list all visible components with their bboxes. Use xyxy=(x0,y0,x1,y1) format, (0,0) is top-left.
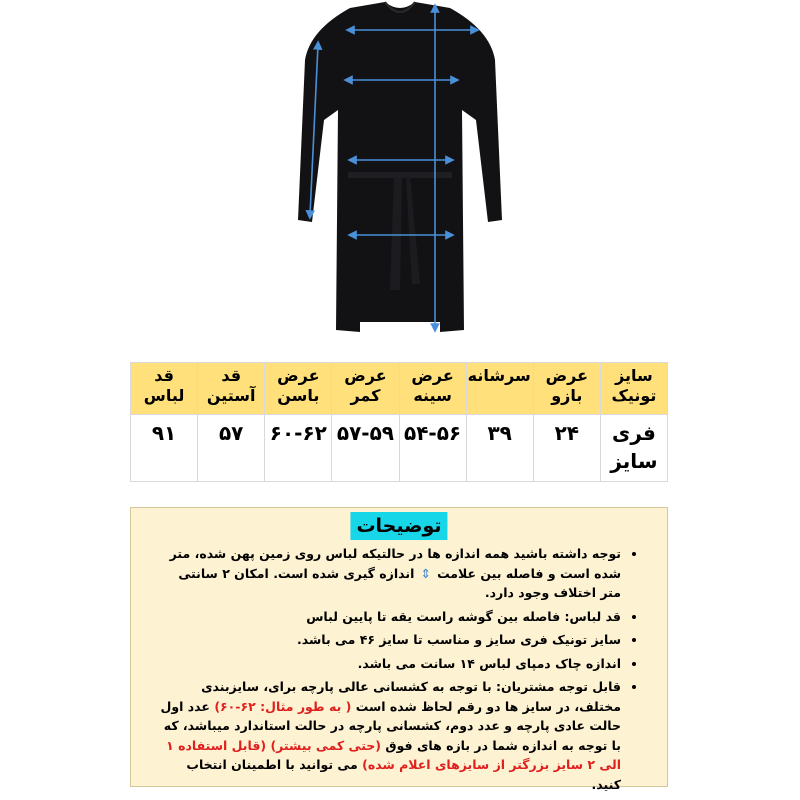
note-customers-1: قابل توجه مشتریان: با توجه به کشسانی عالی پارچه برای، سایزبندی مختلف، در سایز ها دو رقم لحاظ شده است xyxy=(201,679,621,714)
list-item xyxy=(159,677,621,794)
size-table-header-row xyxy=(131,363,668,415)
garment-image xyxy=(290,0,510,345)
double-arrow-icon: ⇕ xyxy=(420,565,431,581)
cell-tunic-size: فری سایز xyxy=(600,415,667,482)
header-tunic-size: سایز تونیک xyxy=(600,363,667,415)
note-slit-size: اندازه چاک دمپای لباس ۱۴ سانت می باشد. xyxy=(357,655,621,671)
header-waist-width: عرض کمر xyxy=(332,363,399,415)
note-customers-2: عدد اول حالت عادی پارچه و عدد دوم، کشسانی پارچه در حالت استاندارد میباشد، که با توجه به اندازه شما در بازه های فوق xyxy=(160,698,621,753)
header-chest-width: عرض سینه xyxy=(399,363,466,415)
cell-shoulder: ۳۹ xyxy=(466,415,533,482)
note-bigger-sizes-red: (حتی کمی بیشتر) (قابل استفاده ۱ الی ۲ سایز بزرگتر از سایزهای اعلام شده) xyxy=(166,737,621,772)
header-sleeve-length: قد آستین xyxy=(198,363,265,415)
description-list xyxy=(159,544,639,798)
note-free-size: سایز تونیک فری سایز و مناسب تا سایز ۴۶ می باشد. xyxy=(297,632,621,647)
cell-waist-width: ۵۷-۵۹ xyxy=(332,415,399,482)
description-title: توضیحات xyxy=(350,512,447,540)
cell-dress-length: ۹۱ xyxy=(131,415,198,482)
header-hip-width: عرض باسن xyxy=(265,363,332,415)
list-item xyxy=(159,607,621,627)
size-table xyxy=(130,362,668,482)
list-item xyxy=(159,544,621,603)
note-measurement-text: توجه داشته باشید همه اندازه ها در حالتیکه لباس روی زمین پهن شده، متر شده است و فاصله بین علامت xyxy=(169,546,621,581)
header-arm-width: عرض بازو xyxy=(533,363,600,415)
note-dress-length: قد لباس: فاصله بین گوشه راست یقه تا پایین لباس xyxy=(306,608,621,624)
size-table-row xyxy=(131,415,668,482)
header-shoulder: سرشانه xyxy=(466,363,533,415)
cell-hip-width: ۶۰-۶۲ xyxy=(265,415,332,482)
note-example-red: ( به طور مثال: ۶۲-۶۰) xyxy=(214,698,352,714)
header-dress-length: قد لباس xyxy=(131,363,198,415)
note-measurement-text-2: اندازه گیری شده است. امکان ۲ سانتی متر اختلاف وجود دارد. xyxy=(178,565,621,600)
description-box xyxy=(130,507,668,792)
cell-sleeve-length: ۵۷ xyxy=(198,415,265,482)
note-customers-3: می توانید با اطمینان انتخاب کنید. xyxy=(186,757,621,792)
cell-arm-width: ۲۴ xyxy=(533,415,600,482)
cell-chest-width: ۵۴-۵۶ xyxy=(399,415,466,482)
list-item xyxy=(159,654,621,674)
list-item xyxy=(159,630,621,650)
